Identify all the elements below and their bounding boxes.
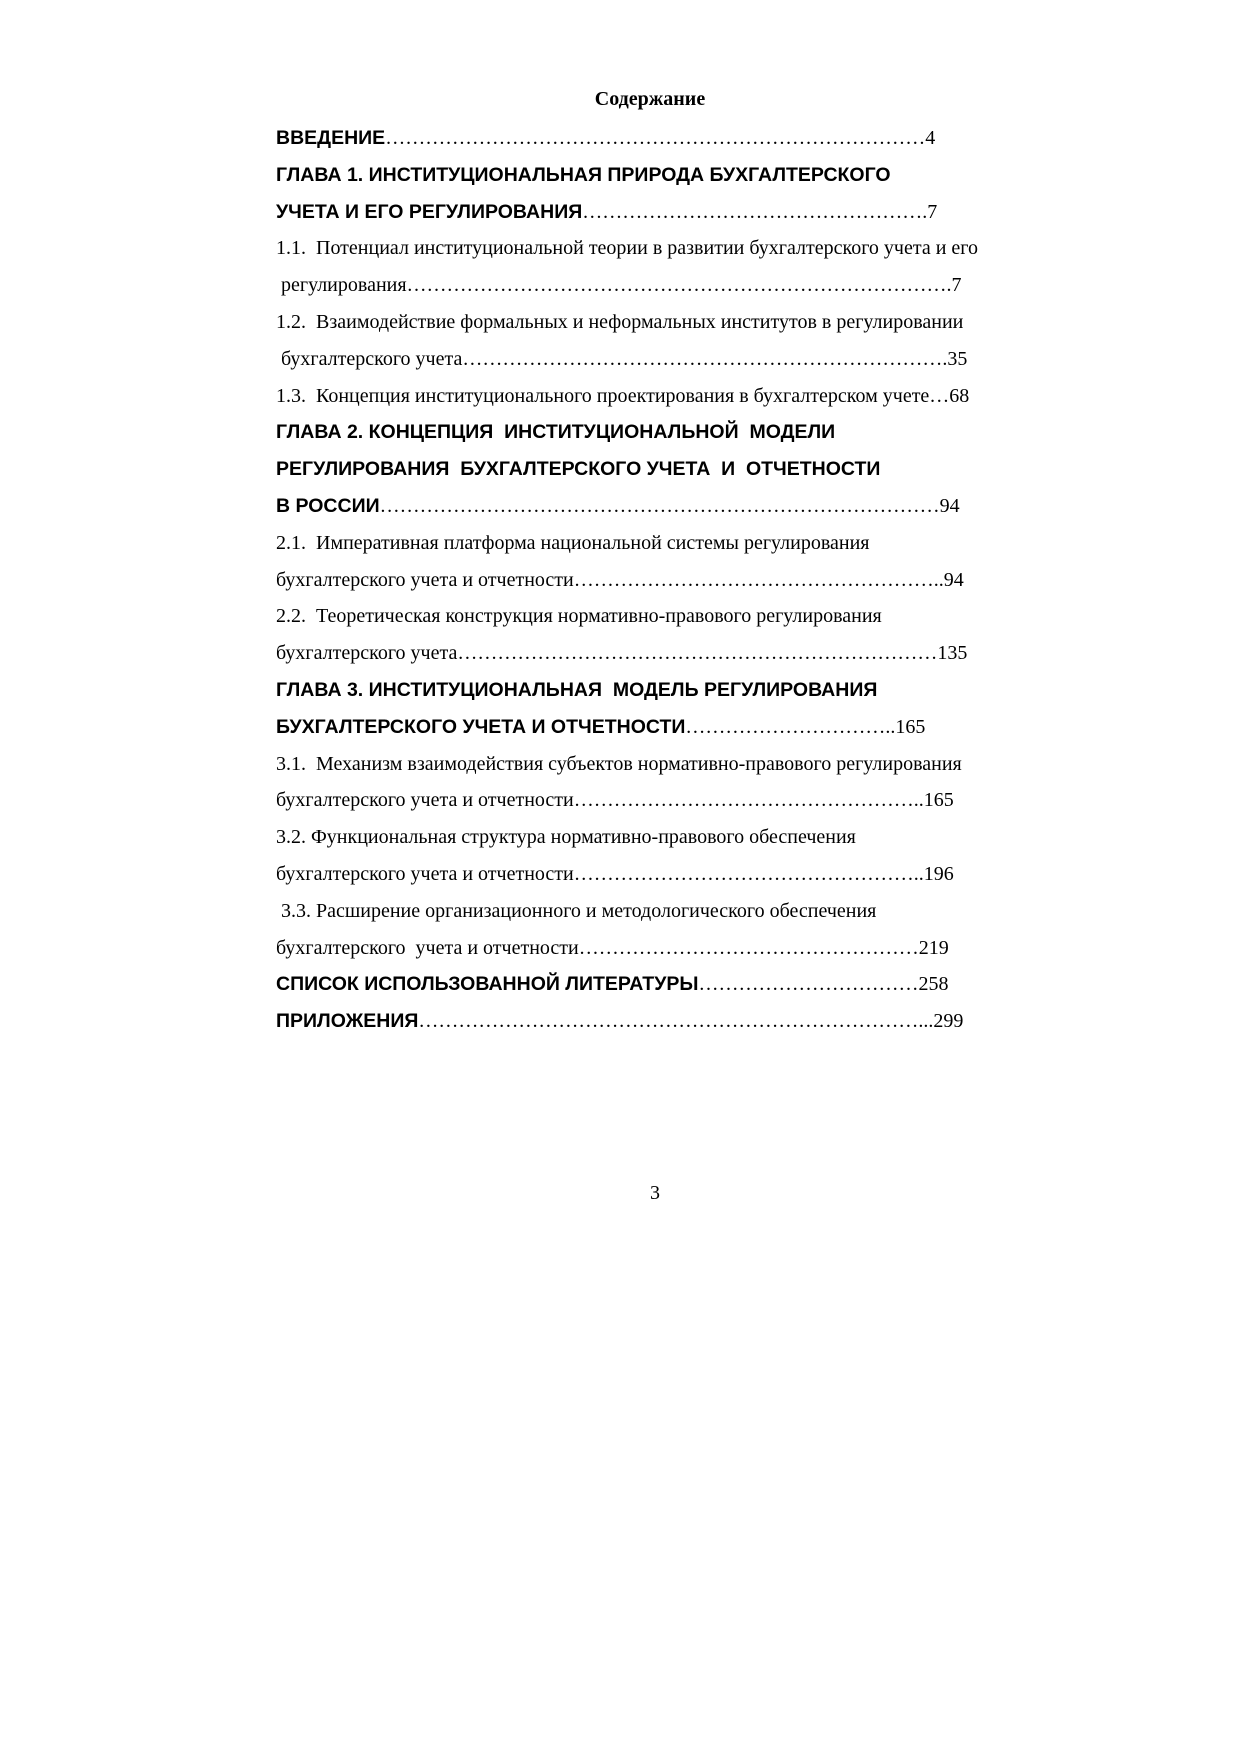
toc-heading: БУХГАЛТЕРСКОГО УЧЕТА И ОТЧЕТНОСТИ <box>276 715 686 738</box>
toc-entry-chapter-1-line-1 <box>276 157 1056 194</box>
toc-entry-1-1-continued: регулирования……………………………………………………………………….7 <box>276 274 962 297</box>
toc-entry-1-3: 1.3. Концепция институционального проектирования в бухгалтерском учете…68 <box>276 384 970 407</box>
toc-heading: СПИСОК ИСПОЛЬЗОВАННОЙ ЛИТЕРАТУРЫ <box>276 973 699 996</box>
page-number: 3 <box>650 1182 660 1204</box>
toc-leader: ……………………………258 <box>698 973 949 996</box>
toc-heading: ГЛАВА 1. ИНСТИТУЦИОНАЛЬНАЯ ПРИРОДА БУХГАЛТЕРСКОГО <box>276 163 891 186</box>
toc-heading: ПРИЛОЖЕНИЯ <box>276 1010 419 1033</box>
toc-entry-chapter-3-line-2 <box>276 709 1056 746</box>
toc-entry-1-2-continued: бухгалтерского учета……………………………………………………………….35 <box>276 347 968 370</box>
toc-entry-2-1: 2.1. Императивная платформа национальной системы регулирования <box>276 531 870 554</box>
toc-entry-chapter-2-line-1 <box>276 414 1056 451</box>
table-of-contents <box>276 120 1056 1040</box>
toc-entry-chapter-1-line-2 <box>276 194 1056 231</box>
toc-entry-appendices <box>276 1003 1056 1040</box>
toc-entry-2-2: 2.2. Теоретическая конструкция нормативно-правового регулирования <box>276 605 882 628</box>
toc-entry-chapter-2-line-3 <box>276 488 1056 525</box>
toc-leader: …………………………………………………………………………94 <box>379 494 960 517</box>
toc-heading: ГЛАВА 3. ИНСТИТУЦИОНАЛЬНАЯ МОДЕЛЬ РЕГУЛИРОВАНИЯ <box>276 678 878 701</box>
toc-heading: ВВЕДЕНИЕ <box>276 127 386 149</box>
toc-entry-3-3: 3.3. Расширение организационного и методологического обеспечения <box>276 899 877 922</box>
toc-entry-3-3-continued: бухгалтерского учета и отчетности……………………………………………219 <box>276 936 949 959</box>
toc-entry-2-2-continued: бухгалтерского учета………………………………………………………………135 <box>276 642 968 665</box>
toc-entry-1-1: 1.1. Потенциал институциональной теории в развитии бухгалтерского учета и его <box>276 237 978 260</box>
toc-leader: …………………………………………………………………...299 <box>418 1010 964 1033</box>
toc-entry-chapter-3-line-1 <box>276 672 1056 709</box>
toc-leader: …………………………..165 <box>685 715 926 738</box>
toc-entry-1-2: 1.2. Взаимодействие формальных и неформальных институтов в регулировании <box>276 310 964 333</box>
toc-entry-introduction <box>276 120 1056 157</box>
toc-entry-3-2: 3.2. Функциональная структура нормативно-правового обеспечения <box>276 826 856 849</box>
toc-heading: РЕГУЛИРОВАНИЯ БУХГАЛТЕРСКОГО УЧЕТА И ОТЧЕТНОСТИ <box>276 458 881 481</box>
toc-entry-2-1-continued: бухгалтерского учета и отчетности………………………………………………..94 <box>276 568 964 591</box>
toc-entry-3-1-continued: бухгалтерского учета и отчетности……………………………………………..165 <box>276 789 954 812</box>
toc-leader: ………………………………………………………………………4 <box>385 127 936 149</box>
toc-entry-chapter-2-line-2 <box>276 451 1056 488</box>
toc-entry-3-1: 3.1. Механизм взаимодействия субъектов нормативно-правового регулирования <box>276 752 962 775</box>
toc-heading: УЧЕТА И ЕГО РЕГУЛИРОВАНИЯ <box>276 200 583 223</box>
page-title: Содержание <box>594 88 706 110</box>
toc-heading: В РОССИИ <box>276 494 380 517</box>
toc-entry-bibliography <box>276 966 1056 1003</box>
toc-leader: …………………………………………….7 <box>582 200 938 223</box>
toc-heading: ГЛАВА 2. КОНЦЕПЦИЯ ИНСТИТУЦИОНАЛЬНОЙ МОДЕЛИ <box>276 421 836 444</box>
toc-entry-3-2-continued: бухгалтерского учета и отчетности……………………………………………..196 <box>276 862 954 885</box>
